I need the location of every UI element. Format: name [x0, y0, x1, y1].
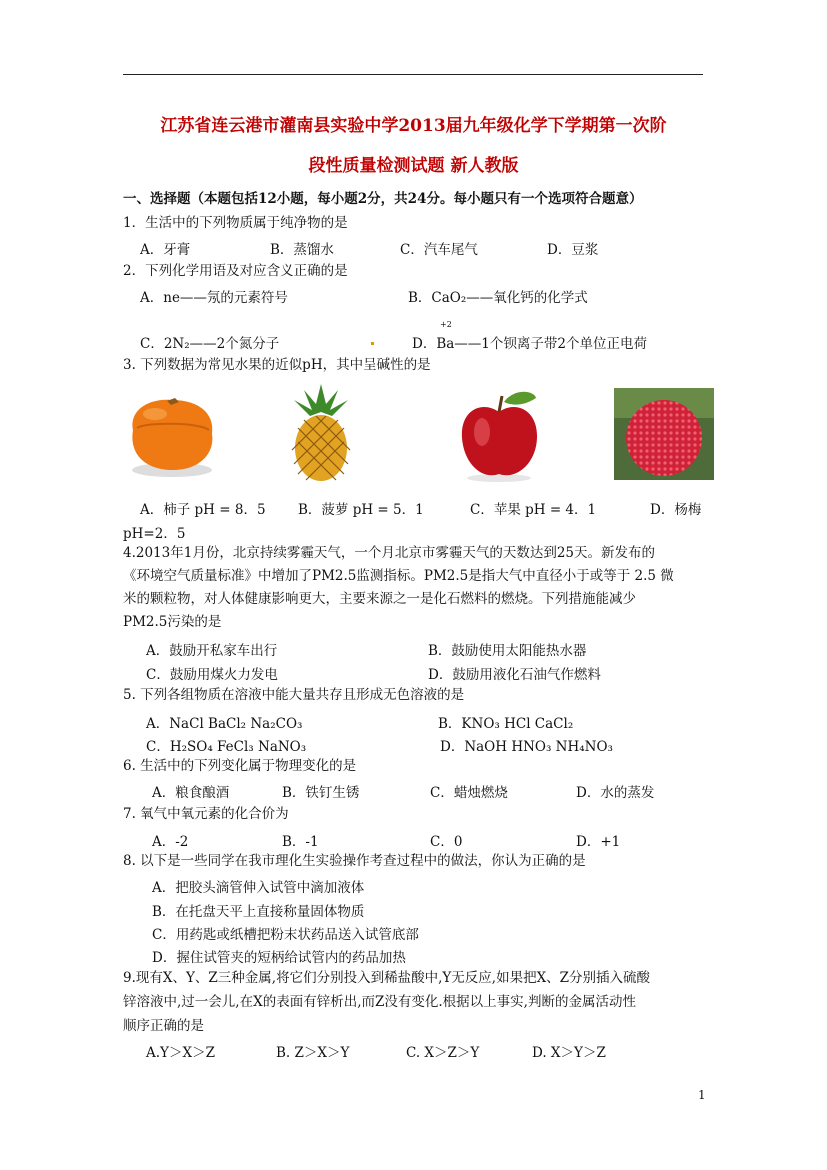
q8-option-a: A．把胶头滴管伸入试管中滴加液体	[152, 880, 365, 896]
q7-option-d: D．+1	[576, 834, 621, 850]
q6-option-b: B．铁钉生锈	[282, 785, 360, 801]
q2-option-a: A．ne——氖的元素符号	[140, 290, 288, 306]
q3-option-c: C．苹果 pH = 4．1	[470, 502, 597, 518]
pineapple-image	[290, 384, 352, 482]
q1-option-a: A．牙膏	[140, 242, 191, 258]
q9-line-1: 9.现有X、Y、Z三种金属,将它们分别投入到稀盐酸中,Y无反应,如果把X、Z分别插入硫酸	[123, 970, 651, 986]
q3-option-d-continued: pH=2．5	[123, 526, 186, 542]
q2-option-b: B．CaO₂——氧化钙的化学式	[408, 290, 588, 306]
q9-option-a: A.Y＞X＞Z	[146, 1045, 215, 1061]
title-line-1: 江苏省连云港市灌南县实验中学2013届九年级化学下学期第一次阶	[160, 116, 667, 136]
q4-line-2: 《环境空气质量标准》中增加了PM2.5监测指标。PM2.5是指大气中直径小于或等于 2.5 微	[123, 568, 674, 584]
q6-stem: 6. 生活中的下列变化属于物理变化的是	[123, 758, 357, 774]
q2-option-d: D．Ba——1个钡离子带2个单位正电荷	[412, 336, 647, 352]
q3-stem: 3. 下列数据为常见水果的近似pH，其中呈碱性的是	[123, 357, 431, 373]
q6-option-c: C．蜡烛燃烧	[430, 785, 508, 801]
q3-option-b: B．菠萝 pH = 5．1	[298, 502, 424, 518]
q8-option-b: B．在托盘天平上直接称量固体物质	[152, 904, 365, 920]
q2-option-d-valence: +2	[440, 320, 452, 329]
q8-option-c: C．用药匙或纸槽把粉末状药品送入试管底部	[152, 927, 419, 943]
q9-option-b: B. Z＞X＞Y	[276, 1045, 350, 1061]
q1-stem: 1．生活中的下列物质属于纯净物的是	[123, 215, 348, 231]
q3-option-a: A．柿子 pH = 8．5	[140, 502, 266, 518]
q8-stem: 8. 以下是一些同学在我市理化生实验操作考查过程中的做法，你认为正确的是	[123, 853, 586, 869]
q5-option-b: B．KNO₃ HCl CaCl₂	[438, 716, 574, 732]
q6-option-d: D．水的蒸发	[576, 785, 655, 801]
q5-option-c: C．H₂SO₄ FeCl₃ NaNO₃	[146, 739, 307, 755]
q5-option-a: A．NaCl BaCl₂ Na₂CO₃	[146, 716, 303, 732]
q1-option-b: B．蒸馏水	[270, 242, 334, 258]
bayberry-image	[614, 388, 714, 480]
q7-option-c: C．0	[430, 834, 463, 850]
q8-option-d: D．握住试管夹的短柄给试管内的药品加热	[152, 950, 406, 966]
header-rule	[123, 74, 703, 75]
title-line-2: 段性质量检测试题 新人教版	[308, 156, 519, 176]
q7-stem: 7. 氧气中氧元素的化合价为	[123, 806, 289, 822]
q1-option-c: C．汽车尾气	[400, 242, 478, 258]
q2-stem: 2．下列化学用语及对应含义正确的是	[123, 263, 348, 279]
q9-line-2: 锌溶液中,过一会儿,在X的表面有锌析出,而Z没有变化.根据以上事实,判断的金属活动性	[123, 994, 636, 1010]
q9-option-d: D. X＞Y＞Z	[532, 1045, 606, 1061]
q3-option-d: D．杨梅	[650, 502, 702, 518]
persimmon-image	[127, 392, 217, 480]
q5-option-d: D．NaOH HNO₃ NH₄NO₃	[440, 739, 613, 755]
q7-option-b: B．-1	[282, 834, 319, 850]
q7-option-a: A．-2	[152, 834, 189, 850]
q5-stem: 5. 下列各组物质在溶液中能大量共存且形成无色溶液的是	[123, 687, 465, 703]
apple-image	[458, 388, 540, 482]
q4-line-4: PM2.5污染的是	[123, 614, 222, 630]
q4-option-d: D．鼓励用液化石油气作燃料	[428, 667, 601, 683]
q1-option-d: D．豆浆	[547, 242, 599, 258]
q4-option-b: B．鼓励使用太阳能热水器	[428, 643, 587, 659]
q9-option-c: C. X＞Z＞Y	[406, 1045, 480, 1061]
q2-option-c: C．2N₂——2个氮分子	[140, 336, 280, 352]
q6-option-a: A．粮食酿酒	[152, 785, 230, 801]
q4-line-1: 4.2013年1月份，北京持续雾霾天气，一个月北京市雾霾天气的天数达到25天。新发布的	[123, 545, 656, 561]
q4-line-3: 米的颗粒物，对人体健康影响更大，主要来源之一是化石燃料的燃烧。下列措施能减少	[123, 591, 636, 607]
stray-dot	[371, 342, 374, 345]
section-heading: 一、选择题（本题包括12小题，每小题2分，共24分。每小题只有一个选项符合题意）	[123, 191, 643, 207]
q9-line-3: 顺序正确的是	[123, 1018, 204, 1034]
q4-option-c: C．鼓励用煤火力发电	[146, 667, 278, 683]
q4-option-a: A．鼓励开私家车出行	[146, 643, 278, 659]
page-number: 1	[698, 1088, 706, 1102]
